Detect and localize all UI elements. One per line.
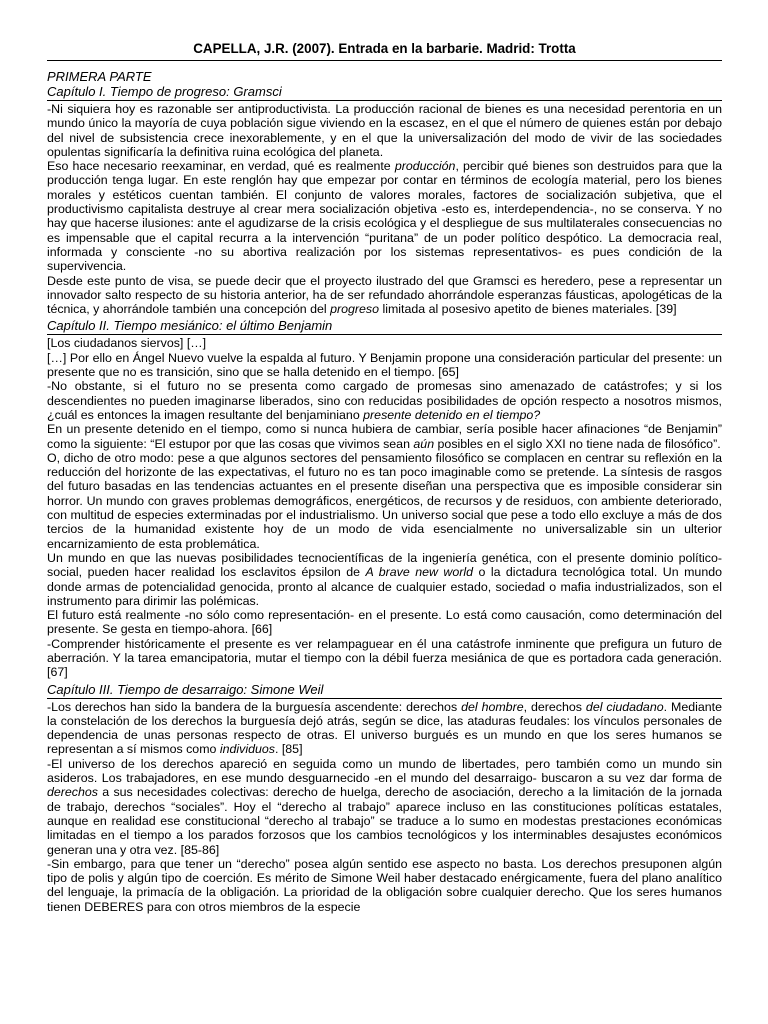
text-run: -Los derechos han sido la bandera de la burguesía ascendente: derechos [47,699,462,714]
text-run: , percibir qué bienes son destruidos para que la producción tenga lugar. En este renglón hay que empezar por contar en términos de ecología material, pero los bienes morales y estéticos cuentan también. El conjunto de valores morales, factores de socialización subjetiva, que el productivismo capitalista destruye al crear mera socialización objetiva -esto es, interdependencia-, no se conserva. Y no hay que hacerse ilusiones: ante el agudizarse de la crisis ecológica y el despliegue de sus multilaterales consecuencias no es impensable que el capital recurra a la intervención “puritana” de un poder político despótico. La democracia real, informada y consciente -no su abortiva realización por los sistemas representativos- es pues condición de la supervivencia. [47,159,722,274]
text-run: -Comprender históricamente el presente es ver relampaguear en él una catástrofe inminente que prefigura un futuro de aberración. Y la tarea emancipatoria, mutar el tiempo con la débil fuerza mesiánica de que es portadora cada generación. [67] [47,636,722,680]
text-run: , derechos [523,699,586,714]
text-run: En un presente detenido en el tiempo, como si nunca hubiera de cambiar, sería posible hacer afinaciones “de Benjamin” como la siguiente: “El estupor por que las cosas que vivimos sean [47,422,722,451]
italic-text: progreso [330,302,380,317]
document-body [47,84,722,914]
text-run: a sus necesidades colectivas: derecho de huelga, derecho de asociación, derecho a la limitación de la jornada de trabajo, derechos “sociales”. Hoy el “derecho al trabajo” aparece incluso en las constituciones políticas estatales, aunque en realidad ese constitucional “derecho al trabajo” se traduce a lo sumo en modestas prestaciones económicas limitadas en el tiempo a los parados forzosos que los cambios tecnológicos y los interminables desajustes económicos generan una y otra vez. [85-86] [47,785,722,857]
paragraph [47,351,722,380]
paragraph [47,637,722,680]
italic-text: del hombre [461,699,524,714]
text-run: o la dictadura tecnológica total. Un mundo donde armas de potencialidad genocida, pronto al alcance de cualquier estado, sociedad o mafia industrializados, son el instrumento para dirimir las polémicas. [47,565,722,608]
italic-text: producción [394,159,456,174]
text-run: . [85] [274,742,303,757]
text-run: O, dicho de otro modo: pese a que algunos sectores del pensamiento filosófico se complacen en centrar su reflexión en la reducción del horizonte de las expectativas, el futuro no es tan poco imaginable como se pretende. La síntesis de rasgos del futuro basadas en las tendencias actuantes en el presente diseñan una perspectiva que es imposible considerar sin horror. Un mundo con graves problemas demográficos, energéticos, de recursos y de residuos, con ambiente deteriorado, con multitud de especies exterminadas por el industrialismo. Un universo social que pese a todo ello excluye a más de dos tercios de la humanidad existente hoy de un modo de vida esencialmente no universalizable sin un ulterior encarnizamiento de esta problemática. [47,450,722,551]
text-run: limitada al posesivo apetito de bienes materiales. [39] [379,302,677,317]
text-run: El futuro está realmente -no sólo como representación- en el presente. Lo está como causación, como determinación del presente. Se gesta en tiempo-ahora. [66] [47,608,722,637]
text-run: -El universo de los derechos apareció en seguida como un mundo de libertades, pero también como un mundo sin asideros. Los trabajadores, en ese mundo desguarnecido -en el mundo del desarraigo- buscaron a su vez dar forma de [47,756,722,786]
text-run: -Sin embargo, para que tener un “derecho” posea algún sentido ese aspecto no basta. Los derechos presuponen algún tipo de polis y algún tipo de coerción. Es mérito de Simone Weil haber destacado enérgicamente, fuera del plano analítico del lenguaje, la primacía de la obligación. La prioridad de la obligación sobre cualquier derecho. Que los seres humanos tienen DEBERES para con otros miembros de la especie [47,856,722,914]
text-run: Eso hace necesario reexaminar, en verdad, qué es realmente [47,159,395,174]
italic-text: A brave new world [365,565,474,580]
paragraph [47,857,722,914]
part-heading: PRIMERA PARTE [47,69,152,84]
paragraph [47,551,722,608]
italic-text: aún [413,436,435,451]
text-run: posibles en el siglo XXI no tiene nada de filosófico”. [434,436,721,451]
italic-text: individuos [219,742,275,757]
text-run: […] Por ello en Ángel Nuevo vuelve la espalda al futuro. Y Benjamin propone una consideración particular del presente: un presente que no es transición, sino que se halla detenido en el tiempo. [65] [47,350,722,380]
paragraph [47,700,722,757]
text-run: Un mundo en que las nuevas posibilidades tecnocientíficas de la ingeniería genética, con el presente dominio político-social, pueden hacer realidad los esclavitos épsilon de [47,550,722,580]
paragraph [47,159,722,273]
italic-text: del ciudadano [585,699,664,714]
paragraph [47,451,722,551]
paragraph [47,274,722,317]
chapter-heading: Capítulo I. Tiempo de progreso: Gramsci [47,84,722,101]
text-run: -No obstante, si el futuro no se presenta como cargado de promesas sino amenazado de catástrofes; y si los descendientes no pueden imaginarse liberados, sino con reducidas posibilidades de opción respecto a nosotros mismos, ¿cuál es entonces la imagen resultante del benjaminiano [47,379,722,422]
text-run: Desde este punto de visa, se puede decir que el proyecto ilustrado del que Gramsci es heredero, pese a representar un innovador salto respecto de su historia anterior, ha de ser refundado ahorrándole esperanzas fáusticas, apologéticas de la técnica, y ahorrándole también una concepción del [47,273,722,317]
document-title: CAPELLA, J.R. (2007). Entrada en la barbarie. Madrid: Trotta [47,40,722,61]
italic-text: derechos [47,785,98,800]
chapter-heading: Capítulo III. Tiempo de desarraigo: Simone Weil [47,682,722,699]
paragraph [47,757,722,857]
paragraph [47,102,722,159]
paragraph [47,379,722,422]
paragraph [47,422,722,451]
italic-text: presente detenido en el tiempo? [363,407,541,422]
chapter-heading: Capítulo II. Tiempo mesiánico: el último Benjamin [47,318,722,335]
text-run: -Ni siquiera hoy es razonable ser antiproductivista. La producción racional de bienes es una necesidad perentoria en un mundo único la mayoría de cuya población sigue viviendo en la escasez, en el que el número de quienes están por debajo del nivel de subsistencia crece inexorablemente, y en el que la universalización del modo de vivir de las sociedades opulentas significaría la definitiva ruina ecológica del planeta. [47,102,722,159]
text-run: . Mediante la constelación de los derechos la burguesía dejó atrás, según se dice, las ataduras feudales: los vínculos personales de dependencia de unas personas respecto de otras. El universo burgués es un mundo en que los seres humanos se representan a sí mismos como [47,699,722,757]
document-page [47,40,722,914]
paragraph [47,336,722,350]
text-run: [Los ciudadanos siervos] […] [47,336,207,351]
paragraph [47,608,722,637]
